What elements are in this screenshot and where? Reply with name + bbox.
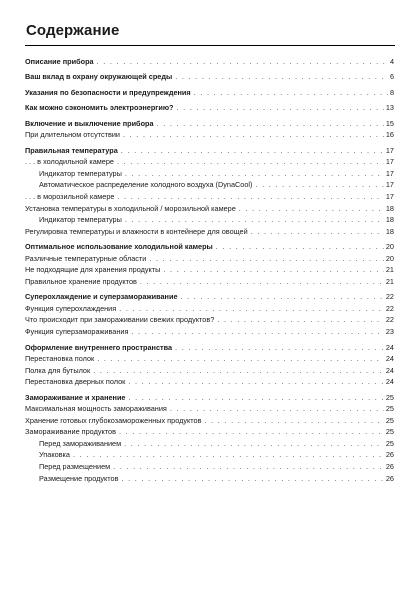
toc-page-number: 23: [385, 326, 394, 336]
toc-dot-leader: [194, 87, 388, 99]
toc-entry: [25, 191, 394, 203]
toc-dot-leader: [97, 56, 388, 68]
toc-entry: [25, 264, 394, 276]
toc-entry-title: Оформление внутреннего пространства: [25, 342, 173, 352]
toc-entry-title: Функция суперзамораживания: [25, 326, 129, 336]
toc-page-number: 22: [385, 303, 394, 313]
toc-page-number: 13: [385, 103, 394, 113]
toc-entry-title: Максимальная мощность замораживания: [25, 404, 167, 414]
toc-entry-title: Правильное хранение продуктов: [25, 276, 137, 286]
toc-dot-leader: [129, 392, 384, 404]
toc-page-number: 26: [385, 462, 394, 471]
toc-entry-title: Правильная температура: [25, 145, 118, 155]
toc-dot-leader: [217, 314, 384, 326]
toc-page-number: 25: [385, 404, 394, 414]
toc-entry: [25, 168, 394, 180]
toc-page-number: 21: [385, 276, 394, 286]
toc-entry: [25, 179, 394, 191]
toc-page-number: 26: [385, 450, 394, 460]
toc-entry: [25, 203, 394, 215]
toc-page-number: 24: [385, 354, 394, 364]
toc-dot-leader: [175, 342, 384, 354]
toc-dot-leader: [123, 129, 384, 141]
toc-entry-title: Перед замораживанием: [39, 438, 122, 448]
toc-page-number: 4: [389, 56, 394, 66]
toc-entry-title: Различные температурные области: [25, 253, 147, 263]
toc-entry: [25, 156, 394, 168]
toc-entry-title: Индикатор температуры: [39, 215, 122, 225]
toc-entry-title: Описание прибора: [25, 56, 94, 66]
toc-dot-leader: [124, 438, 384, 450]
toc-dot-leader: [117, 191, 383, 203]
toc-entry-title: Регулировка температуры и влажности в контейнере для овощей: [25, 226, 248, 236]
toc-page-number: 16: [385, 130, 394, 140]
toc-entry: [25, 129, 394, 141]
toc-page-number: 15: [385, 118, 394, 128]
toc-page-number: 18: [385, 226, 394, 236]
toc-entry-title: Замораживание продуктов: [25, 427, 116, 437]
toc-page-number: 26: [385, 473, 394, 483]
toc-dot-leader: [125, 168, 384, 180]
toc-dot-leader: [177, 102, 384, 114]
toc-dot-leader: [119, 426, 384, 438]
toc-entry: [25, 314, 394, 326]
toc-page-number: 21: [385, 265, 394, 275]
toc-section-entry: [25, 392, 394, 404]
toc-page-number: 20: [385, 242, 394, 252]
toc-section-entry: [25, 241, 394, 253]
toc-entry-title: Включение и выключение прибора: [25, 118, 154, 128]
toc-page-number: 20: [385, 253, 394, 263]
toc-entry-title: . . . в холодильной камере: [25, 157, 114, 167]
toc-entry: [25, 449, 394, 461]
toc-dot-leader: [131, 326, 383, 338]
page-title: Содержание: [26, 22, 120, 39]
table-of-contents: [25, 56, 394, 485]
toc-entry: [25, 253, 394, 265]
toc-entry: [25, 403, 394, 415]
toc-page-number: 24: [385, 377, 394, 387]
toc-entry-title: Как можно сэкономить электроэнергию?: [25, 103, 174, 113]
toc-dot-leader: [170, 403, 384, 415]
toc-entry: [25, 376, 394, 388]
toc-entry: [25, 326, 394, 338]
toc-page-number: 18: [385, 215, 394, 225]
toc-page-number: 17: [385, 168, 394, 178]
toc-dot-leader: [175, 71, 388, 83]
toc-section-entry: [25, 56, 394, 68]
toc-section-entry: [25, 71, 394, 83]
toc-dot-leader: [119, 303, 384, 315]
toc-page-number: 22: [385, 315, 394, 325]
toc-dot-leader: [73, 449, 384, 461]
toc-entry: [25, 426, 394, 438]
toc-entry-title: Перестановка полок: [25, 354, 95, 364]
toc-dot-leader: [239, 203, 384, 215]
title-divider: [25, 45, 395, 46]
toc-dot-leader: [163, 264, 383, 276]
toc-entry-title: Функция суперохлаждения: [25, 303, 117, 313]
toc-entry-title: Перестановка дверных полок: [25, 377, 126, 387]
toc-dot-leader: [121, 473, 383, 485]
toc-entry: [25, 303, 394, 315]
toc-section-entry: [25, 342, 394, 354]
toc-section-entry: [25, 102, 394, 114]
toc-page-number: 22: [385, 292, 394, 302]
toc-entry-title: Оптимальное использование холодильной камеры: [25, 242, 213, 252]
toc-dot-leader: [216, 241, 384, 253]
toc-entry-title: Ваш вклад в охрану окружающей среды: [25, 72, 173, 82]
toc-dot-leader: [97, 353, 384, 365]
toc-entry-title: . . . в морозильной камере: [25, 191, 115, 201]
toc-entry: [25, 214, 394, 226]
toc-page-number: 25: [385, 392, 394, 402]
toc-entry-title: Не подходящие для хранения продукты: [25, 265, 161, 275]
toc-entry-title: Перед размещением: [39, 462, 111, 471]
toc-entry-title: Указания по безопасности и предупреждения: [25, 87, 191, 97]
toc-dot-leader: [255, 179, 383, 191]
toc-entry: [25, 276, 394, 288]
toc-entry: [25, 365, 394, 377]
toc-page-number: 17: [385, 191, 394, 201]
toc-entry: [25, 473, 394, 485]
toc-page-number: 17: [385, 145, 394, 155]
toc-dot-leader: [113, 461, 384, 473]
toc-page-number: 25: [385, 427, 394, 437]
toc-entry: [25, 353, 394, 365]
toc-dot-leader: [149, 253, 384, 265]
toc-entry: [25, 438, 394, 450]
toc-section-entry: [25, 145, 394, 157]
toc-section-entry: [25, 291, 394, 303]
toc-entry-title: Замораживание и хранение: [25, 392, 126, 402]
toc-entry: [25, 415, 394, 427]
toc-dot-leader: [121, 145, 384, 157]
toc-entry-title: Хранение готовых глубокозамороженных продуктов: [25, 415, 202, 425]
toc-page-number: 17: [385, 157, 394, 167]
toc-dot-leader: [93, 365, 384, 377]
toc-page-number: 24: [385, 342, 394, 352]
toc-entry: [25, 461, 394, 473]
toc-entry-title: Упаковка: [39, 450, 70, 460]
toc-page-number: 25: [385, 415, 394, 425]
toc-page-number: 8: [389, 87, 394, 97]
toc-entry: [25, 226, 394, 238]
toc-page-number: 18: [385, 203, 394, 213]
toc-dot-leader: [140, 276, 384, 288]
toc-page-number: 24: [385, 365, 394, 375]
toc-dot-leader: [157, 118, 384, 130]
toc-section-entry: [25, 87, 394, 99]
toc-dot-leader: [117, 156, 384, 168]
toc-entry-title: Индикатор температуры: [39, 168, 122, 178]
toc-entry-title: Что происходит при замораживании свежих продуктов?: [25, 315, 215, 325]
toc-dot-leader: [128, 376, 384, 388]
toc-page-number: 6: [389, 72, 394, 82]
toc-dot-leader: [125, 214, 384, 226]
toc-page-number: 25: [385, 438, 394, 448]
toc-entry-title: Суперохлаждение и суперзамораживание: [25, 292, 178, 302]
toc-dot-leader: [204, 415, 383, 427]
toc-dot-leader: [251, 226, 384, 238]
toc-entry-title: Размещение продуктов: [39, 473, 119, 483]
toc-entry-title: Автоматическое распределение холодного воздуха (DynaCool): [39, 180, 253, 190]
toc-dot-leader: [181, 291, 384, 303]
toc-section-entry: [25, 118, 394, 130]
toc-entry-title: Полка для бутылок: [25, 365, 91, 375]
toc-entry-title: При длительном отсутствии: [25, 130, 120, 140]
toc-page-number: 17: [385, 180, 394, 190]
toc-entry-title: Установка температуры в холодильной / морозильной камере: [25, 203, 236, 213]
